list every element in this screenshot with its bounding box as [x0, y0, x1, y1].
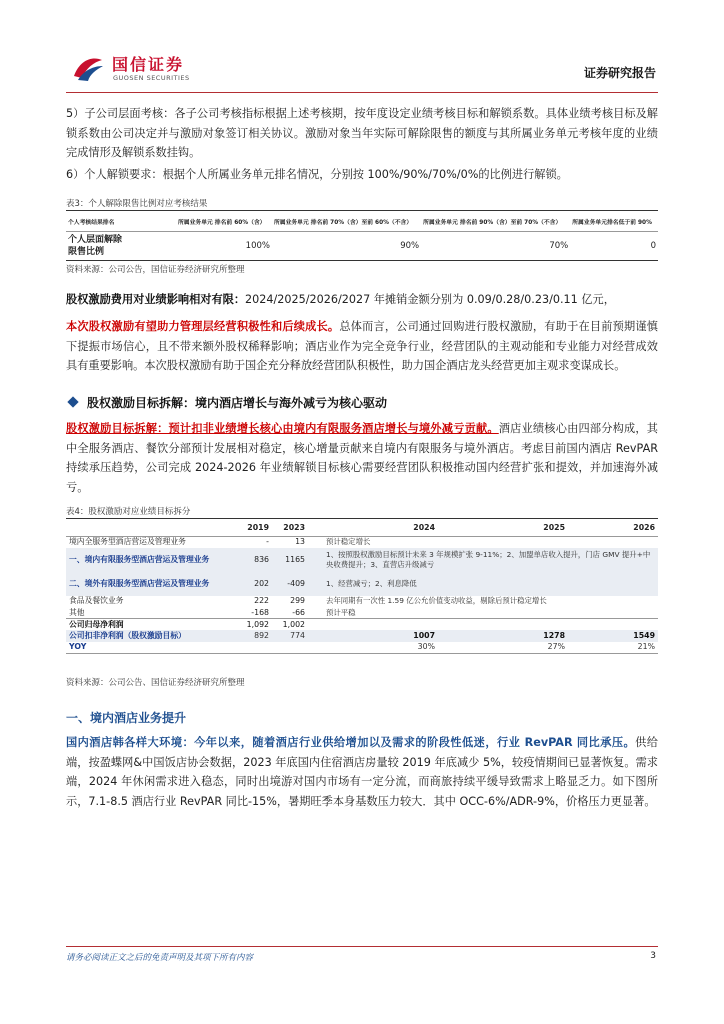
table4-header-year: 2024: [308, 520, 438, 536]
paragraph-incentive-growth-lead: 本次股权激励有望助力管理层经营积极性和后续成长。: [66, 320, 340, 333]
table-performance-target-breakdown: [66, 520, 658, 654]
paragraph-industry-environment-lead: 国内酒店韩各样大环境：今年以来，随着酒店行业供给增加以及需求的阶段性低迷，行业 RevPAR 同比承压。: [66, 736, 636, 749]
table-row: [66, 607, 658, 619]
table-row: [66, 572, 658, 596]
table3-row-label: [66, 231, 176, 261]
table4-header-year: 2019: [236, 520, 272, 536]
table3-value: 90%: [400, 241, 420, 252]
table4-caption: 表4：股权激励对应业绩目标拆分: [66, 507, 191, 517]
table4-note: 1、经营减亏；2、利息降低: [308, 572, 658, 596]
company-logo: [66, 50, 206, 88]
paragraph-incentive-cost-body: 2024/2025/2026/2027 年摊销金额分别为 0.09/0.28/0.23/0.11 亿元，: [245, 293, 615, 306]
table4-note: 预计稳定增长: [326, 537, 371, 546]
paragraph-incentive-cost-lead: 股权激励费用对业绩影响相对有限：: [66, 293, 246, 306]
paragraph-industry-environment: [66, 733, 658, 811]
table-row: [66, 630, 658, 642]
footer-disclaimer: 请务必阅读正文之后的免责声明及其项下所有内容: [66, 953, 254, 963]
table4-value-2019: -168: [251, 607, 269, 617]
table4-value-2019: 222: [254, 596, 269, 606]
paragraph-industry-environment-body: 供给端，按盈蝶网&中国饭店协会数据，2023 年底国内住宿酒店房量较 2019 年底减少 5%，较疫情期间已显著恢复。需求端，2024 年休闲需求进入稳态，同时出境游对国内市场有一定分流，而商旅持续平缓导致需求上略显乏力。如下图所示，7.1-8.5 酒店行业 RevPAR 同比-15%，暑期旺季本身基数压力较大．其中 OCC-6%/ADR-9%，价格压力更显著。: [66, 736, 658, 808]
header-divider: [66, 92, 658, 93]
table4-row-name: 其他: [69, 607, 85, 617]
table4-empty-cell: [308, 619, 658, 631]
table4-header-year: 2023: [272, 520, 308, 536]
table4-source: 资料来源：公司公告、国信证券经济研究所整理: [66, 678, 245, 688]
table3-source: 资料来源：公司公告，国信证券经济研究所整理: [66, 265, 245, 275]
table4-top-rule: [66, 518, 658, 519]
paragraph-target-breakdown-lead: 股权激励目标拆解：预计扣非业绩增长核心由境内有限服务酒店增长与境外减亏贡献。: [66, 422, 499, 435]
table-row: [66, 536, 658, 548]
table3-value: 100%: [245, 241, 270, 252]
table3-bottom-rule: [66, 260, 658, 261]
paragraph-incentive-growth-body: 总体而言，公司通过回购进行股权激励，有助于在目前预期谨慎下提振市场信心，且不带来额外股权稀释影响；酒店业作为完全竞争行业，经营团队的主观动能和专业能力对经营成效具有重要影响。本次股权激励有助于国企充分释放经营团队积极性，助力国企酒店龙头经营更加主观求变谋成长。: [66, 320, 658, 372]
footer-divider: [66, 946, 658, 947]
table4-header-year: 2026: [568, 520, 658, 536]
logo-icon: [72, 54, 104, 82]
table4-value-2025: 27%: [438, 642, 568, 654]
table3-header-cell: 所属业务单元 排名前 90%（含）至前 70%（不含）: [421, 213, 570, 231]
table4-value-2023: -409: [272, 572, 308, 596]
paragraph-incentive-growth: [66, 317, 658, 376]
logo-text-en: GUOSEN SECURITIES: [113, 74, 190, 82]
page-number: 3: [650, 951, 656, 961]
page-header: [66, 50, 658, 92]
table4-header-row: [66, 520, 658, 536]
section-heading-text: 股权激励目标拆解：境内酒店增长与海外减亏为核心驱动: [87, 396, 388, 410]
paragraph-target-breakdown-body: 酒店业绩核心由四部分构成，其中全服务酒店、餐饮分部预计发展相对稳定，核心增量贡献来自境内有限服务与境外酒店。考虑目前国内酒店 RevPAR 持续承压趋势，公司完成 2024-2026 年业绩解锁目标核心需要经营团队积极推动国内经营扩张和提效，并加速海外减亏。: [66, 422, 658, 494]
table4-row-name: 公司扣非净利润（股权激励目标）: [66, 630, 236, 642]
table4-value-2019: 1,092: [236, 619, 272, 631]
table4-note: 去年同期有一次性 1.59 亿公允价值变动收益，剔除后预计稳定增长: [326, 596, 547, 606]
table4-header-year: 2025: [438, 520, 568, 536]
table4-empty-cell: [272, 642, 308, 654]
heading-domestic-hotel: 一、境内酒店业务提升: [66, 711, 187, 725]
table3-top-rule: [66, 210, 658, 211]
logo-text-cn: 国信证券: [112, 55, 185, 74]
table4-row-name: 一、境内有限服务型酒店营运及管理业务: [66, 548, 236, 572]
table4-value-2023: 299: [290, 596, 305, 606]
table3-value: 70%: [549, 241, 569, 252]
table4-value-2023: -66: [292, 607, 305, 617]
paragraph-incentive-cost: [66, 290, 658, 310]
table4-value-2023: 1,002: [272, 619, 308, 631]
table4-row-name: 公司归母净利润: [66, 619, 236, 631]
table4-value-2023: 774: [272, 630, 308, 642]
table4-value-2024: 1007: [308, 630, 438, 642]
table3-header-cell: 所属业务单元 排名前 70%（含）至前 60%（不含）: [272, 213, 421, 231]
table4-value-2019: 892: [236, 630, 272, 642]
table-row: [66, 642, 658, 654]
table-row: [66, 548, 658, 572]
paragraph-individual-unlock: 6）个人解锁要求：根据个人所属业务单元排名情况，分别按 100%/90%/70%/0%的比例进行解锁。: [66, 168, 568, 181]
diamond-bullet-icon: [67, 396, 78, 407]
paragraph-subsidiary-assessment: 5）子公司层面考核：各子公司考核指标根据上述考核期，按年度设定业绩考核目标和解锁系数。具体业绩考核目标及解锁系数由公司决定并与激励对象签订相关协议。激励对象当年实际可解除限售的额度与其所属业务单元考核年度的业绩完成情形及解锁系数挂钩。: [66, 107, 658, 159]
table-row: [66, 596, 658, 608]
report-type-label: 证券研究报告: [583, 66, 656, 80]
table4-value-2023: 1165: [272, 548, 308, 572]
table4-value-2024: 30%: [308, 642, 438, 654]
table4-value-2025: 1278: [438, 630, 568, 642]
table4-row-name: 境内全服务型酒店营运及管理业务: [69, 537, 186, 546]
table3-header-cell: 个人考核结果排名: [66, 213, 176, 231]
section-heading: [66, 394, 387, 411]
table3-row-label-line2: 限售比例: [68, 247, 105, 258]
table3-header-row: [66, 213, 658, 231]
table4-value-2026: 1549: [568, 630, 658, 642]
table4-value-2019: 202: [236, 572, 272, 596]
table4-value-2019: -: [266, 537, 269, 546]
table4-header-blank: [66, 520, 236, 536]
table3-caption: 表3：个人解除限售比例对应考核结果: [66, 199, 208, 209]
table4-row-name: 二、境外有限服务型酒店营运及管理业务: [66, 572, 236, 596]
table4-value-2019: 836: [236, 548, 272, 572]
paragraph-target-breakdown: [66, 419, 658, 497]
table4-row-name: 食品及餐饮业务: [69, 596, 124, 606]
table-row: [66, 619, 658, 631]
table4-value-2023: 13: [295, 537, 305, 546]
table3-row-label-line1: 个人层面解除: [68, 235, 123, 246]
table4-note: 预计平稳: [326, 607, 356, 617]
table3-header-cell: 所属业务单元 排名前 60%（含）: [176, 213, 272, 231]
table-individual-unlock-ratio: [66, 213, 658, 261]
table3-value: 0: [650, 241, 656, 252]
table-row: [66, 231, 658, 261]
table3-header-cell: 所属业务单元排名低于前 90%: [570, 213, 658, 231]
table4-value-2026: 21%: [568, 642, 658, 654]
table4-row-name: YOY: [66, 642, 236, 654]
table4-note: 1、按照股权激励目标预计未来 3 年规模扩张 9-11%；2、加盟单店收入提升，门店 GMV 提升+中央收费提升；3、直营店升级减亏: [308, 548, 658, 572]
table4-empty-cell: [236, 642, 272, 654]
